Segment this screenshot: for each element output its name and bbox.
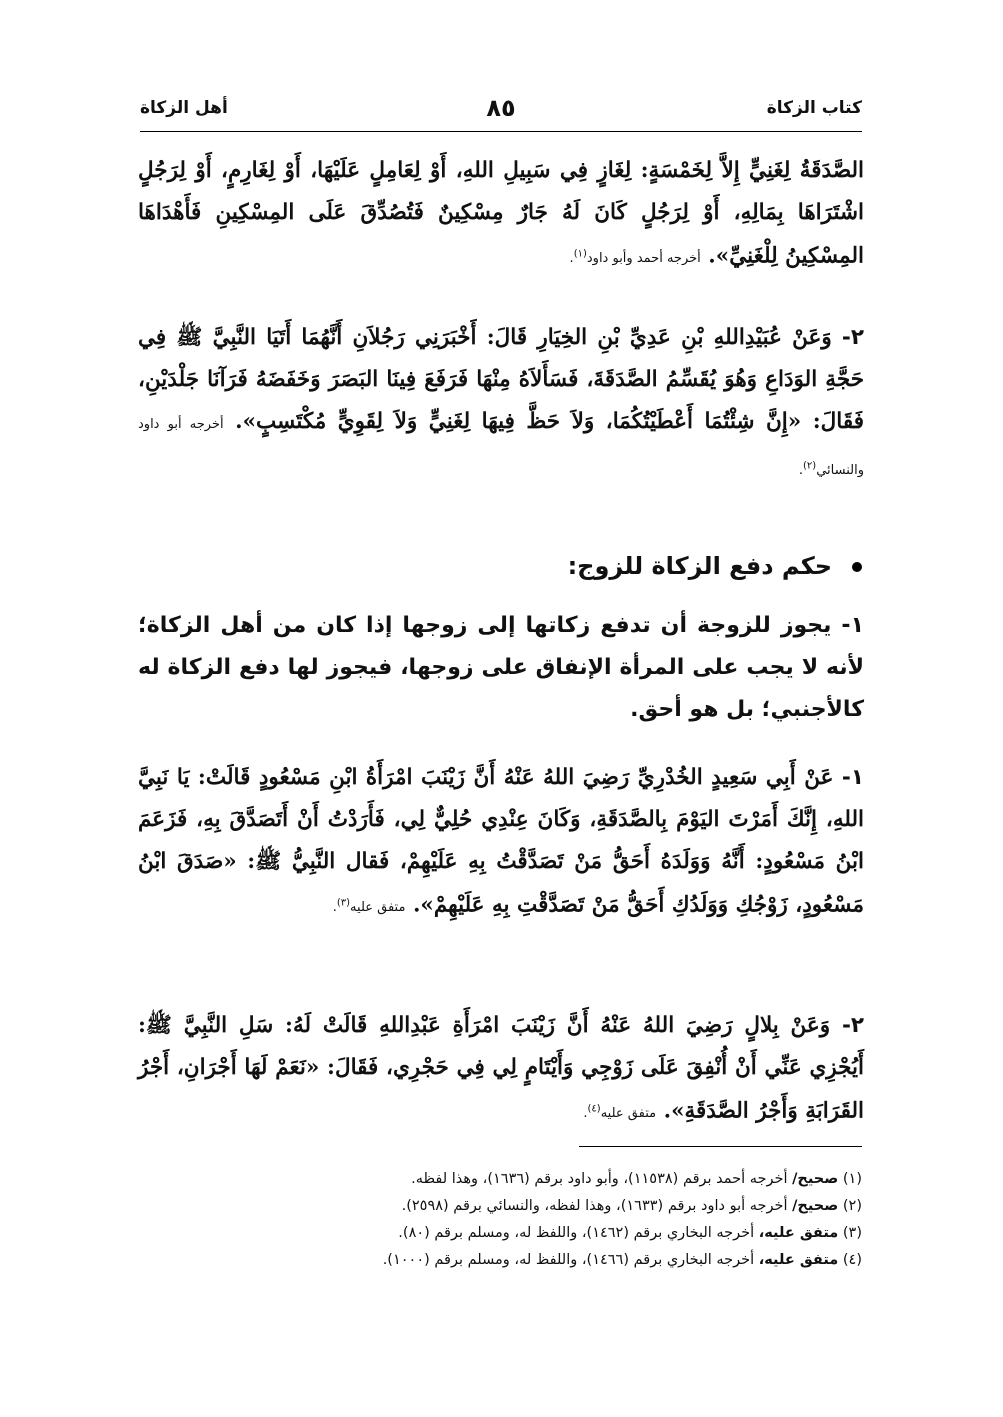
- hadith-text: وَعَنْ عُبَيْدِاللهِ بْنِ عَدِيِّ بْنِ الخِيَارِ قَالَ: أَخْبَرَنِي رَجُلاَنِ أَنَّهُمَا أَتَيَا النَّبِيَّ ﷺ فِي حَجَّةِ الوَدَاعِ وَهُوَ يُقَسِّمُ الصَّدَقَةَ، فَسَأَلاَهُ مِنْهَا فَرَفَعَ فِينَا البَصَرَ وَخَفَضَهُ فَرَآنَا جَلْدَيْنِ، فَقَالَ: «إِنَّ شِئْتُمَا أَعْطَيْتُكُمَا، وَلاَ حَظَّ فِيهَا لِغَنِيٍّ وَلاَ لِقَوِيٍّ مُكْتَسِبٍ».: [138, 325, 864, 434]
- ruling-number: ١-: [841, 613, 864, 638]
- hadith-number: ١-: [841, 765, 864, 790]
- footnote-item: (٢) صحيح/ أخرجه أبو داود برقم (١٦٣٣)، وهذا لفظه، والنسائي برقم (٢٥٩٨).: [401, 1198, 862, 1214]
- hadith-paragraph: [138, 317, 864, 492]
- footnote-divider: [579, 1146, 862, 1147]
- footnote-ref: (٢): [803, 461, 817, 472]
- continuation-paragraph: [138, 150, 864, 280]
- bullet-icon: [852, 562, 862, 572]
- hadith-paragraph: [138, 1005, 864, 1135]
- source-note: أخرجه أحمد وأبو داود$^{(١)}$.: [569, 249, 701, 267]
- footnote-ref: (١): [573, 249, 587, 260]
- source-note: متفق عليه$^{(٣)}$.: [332, 898, 406, 916]
- footnote-item: (١) صحيح/ أخرجه أحمد برقم (١١٥٣٨)، وأبو داود برقم (١٦٣٦)، وهذا لفظه.: [411, 1171, 862, 1187]
- footnote-ref: (٤): [587, 1104, 601, 1115]
- source-note: متفق عليه$^{(٤)}$.: [583, 1104, 657, 1122]
- footnote-ref: (٣): [336, 898, 351, 909]
- footnote-item: (٤) متفق عليه، أخرجه البخاري برقم (١٤٦٦)، واللفظ له، ومسلم برقم (١٠٠٠).: [382, 1252, 862, 1268]
- footnotes: [140, 1166, 862, 1274]
- continuation-text: الصَّدَقَةُ لِغَنِيٍّ إِلاَّ لِخَمْسَةٍ: لِغَازٍ فِي سَبِيلِ اللهِ، أَوْ لِعَامِلٍ عَلَيْهَا، أَوْ لِغَارِمٍ، أَوْ لِرَجُلٍ اشْتَرَاهَا بِمَالِهِ، أَوْ لِرَجُلٍ كَانَ لَهُ جَارٌ مِسْكِينٌ فَتُصُدِّقَ عَلَى المِسْكِينِ فَأَهْدَاهَا المِسْكِينُ لِلْغَنِيِّ».: [138, 158, 864, 269]
- book-title: كتاب الزكاة: [766, 98, 862, 118]
- chapter-title: أهل الزكاة: [140, 98, 228, 118]
- header-divider: [140, 131, 862, 132]
- hadith-number: ٢-: [841, 325, 864, 350]
- page-header: [140, 94, 862, 128]
- source-note: أخرجه أبو داود والنسائي$^{(٢)}$.: [138, 417, 864, 479]
- ruling-text: يجوز للزوجة أن تدفع زكاتها إلى زوجها إذا كان من أهل الزكاة؛ لأنه لا يجب على المرأة الإنفاق على زوجها، فيجوز لها دفع الزكاة له كالأجنبي؛ بل هو أحق.: [138, 613, 864, 722]
- section-heading: حكم دفع الزكاة للزوج:: [140, 546, 862, 586]
- page-number: ٨٥: [486, 94, 516, 122]
- hadith-text: وَعَنْ بِلالٍ رَضِيَ اللهُ عَنْهُ أَنَّ زَيْنَبَ امْرَأَةِ عَبْدِاللهِ قَالَتْ لَهُ: سَلِ النَّبِيَّ ﷺ: أَيُجْزِي عَنِّي أَنْ أُنْفِقَ عَلَى زَوْجِي وَأَيْتَامٍ لِي فِي حَجْرِي، فَقَالَ: «نَعَمْ لَهَا أَجْرَانِ، أَجْرُ القَرَابَةِ وَأَجْرُ الصَّدَقَةِ».: [138, 1013, 864, 1124]
- hadith-number: ٢-: [841, 1013, 864, 1038]
- hadith-paragraph: [138, 757, 864, 929]
- ruling-paragraph: [138, 605, 864, 731]
- footnote-item: (٣) متفق عليه، أخرجه البخاري برقم (١٤٦٢)، واللفظ له، ومسلم برقم (٨٠).: [398, 1225, 862, 1241]
- hadith-text: عَنْ أَبِي سَعِيدٍ الخُدْرِيِّ رَضِيَ اللهُ عَنْهُ أَنَّ زَيْنَبَ امْرَأَةُ ابْنِ مَسْعُودٍ قَالَتْ: يَا نَبِيَّ اللهِ، إِنَّكَ أَمَرْتَ اليَوْمَ بِالصَّدَقَةِ، وَكَانَ عِنْدِي حُلِيٌّ لِي، فَأَرَدْتُ أَنْ أَتَصَدَّقَ بِهِ، فَزَعَمَ ابْنُ مَسْعُودٍ: أَنَّهُ وَوَلَدَهُ أَحَقُّ مَنْ تَصَدَّقْتُ بِهِ عَلَيْهِمْ، فَقال النَّبِيُّ ﷺ: «صَدَقَ ابْنُ مَسْعُودٍ، زَوْجُكِ وَوَلَدُكِ أَحَقُّ مَنْ تَصَدَّقْتِ بِهِ عَلَيْهِمْ».: [138, 765, 864, 918]
